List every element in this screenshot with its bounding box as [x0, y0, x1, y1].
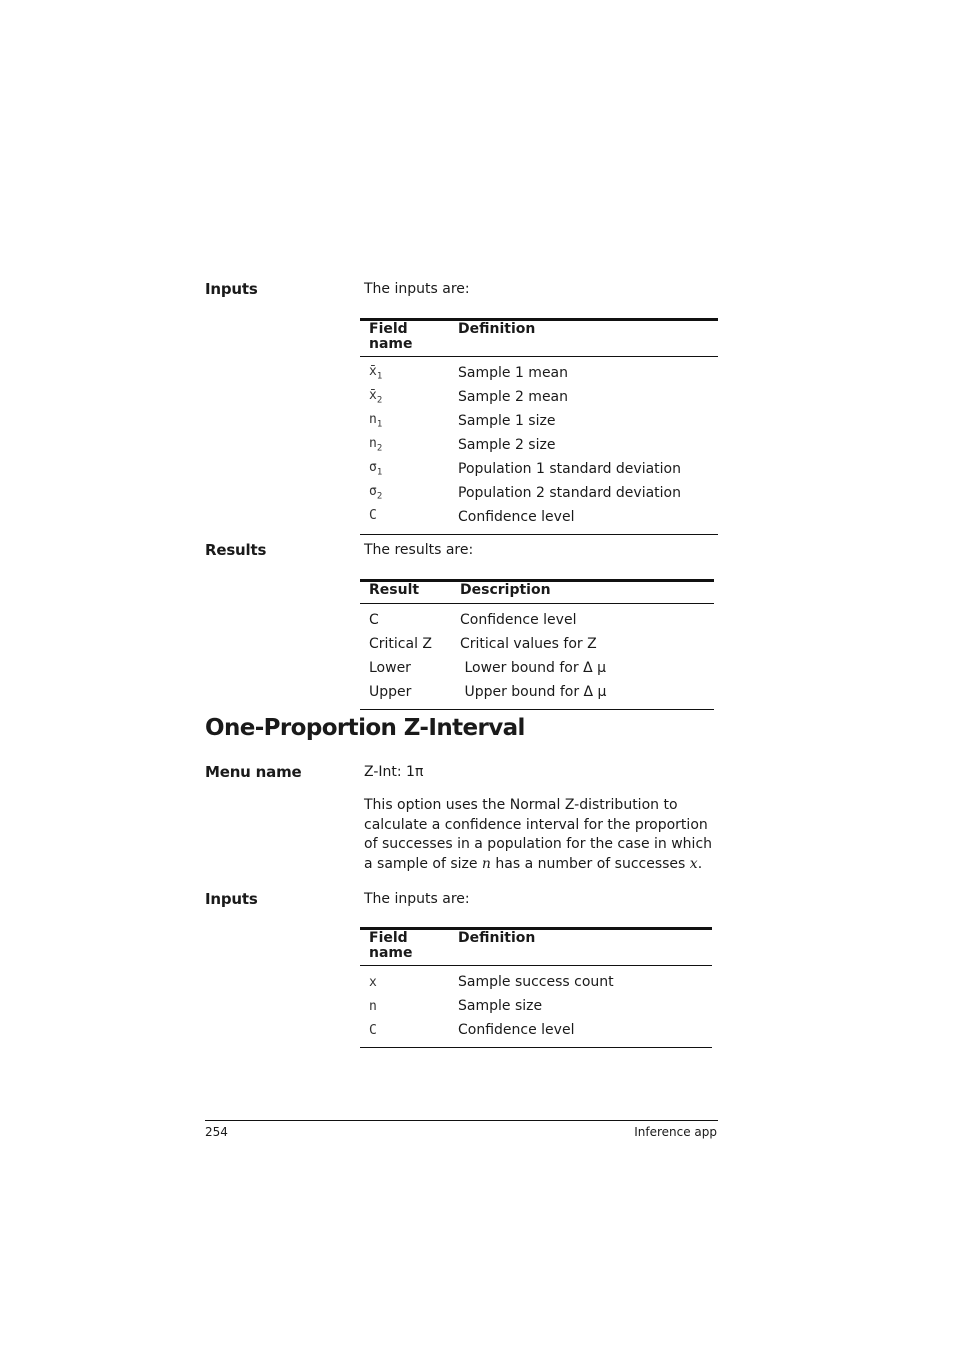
inputs-heading-2: Inputs: [205, 890, 258, 908]
table-row: [360, 481, 718, 505]
field-definition: Sample success count: [458, 974, 614, 990]
table-row: [360, 656, 714, 680]
inputs-intro-2: The inputs are:: [364, 891, 470, 907]
results-intro: The results are:: [364, 542, 474, 558]
page-number: 254: [205, 1125, 228, 1139]
menu-name-heading: Menu name: [205, 763, 302, 781]
result-description: Critical values for Z: [460, 636, 597, 652]
section-title: One-Proportion Z-Interval: [205, 715, 525, 741]
field-definition: Confidence level: [458, 509, 575, 525]
field-symbol: $\sigma_2$: [369, 484, 383, 502]
result-description: Confidence level: [460, 612, 577, 628]
var-n: n: [481, 855, 491, 872]
field-symbol: $n_2$: [369, 436, 383, 454]
result-name: Critical Z: [369, 636, 433, 652]
col-result: Result: [360, 581, 451, 604]
field-symbol: C: [369, 1022, 377, 1038]
result-description: Lower bound for Δ μ: [460, 660, 607, 676]
var-x: x: [689, 855, 698, 872]
field-symbol: x: [369, 974, 377, 990]
table-row: [360, 632, 714, 656]
field-symbol: $\sigma_1$: [369, 460, 383, 478]
menu-name-value: Z-Int: 1π: [364, 764, 424, 780]
field-definition: Population 2 standard deviation: [458, 485, 681, 501]
table-row: [360, 994, 712, 1018]
col-field-name: Field name: [360, 320, 449, 357]
result-name: Lower: [369, 660, 411, 676]
inputs-table: [360, 318, 718, 535]
col-definition: Definition: [449, 929, 712, 966]
col-field-name: Field name: [360, 929, 449, 966]
table-row: [360, 457, 718, 481]
field-symbol: n: [369, 998, 377, 1014]
field-definition: Sample 2 size: [458, 437, 556, 453]
table-row: [360, 433, 718, 457]
inputs-intro: The inputs are:: [364, 281, 470, 297]
result-name: Upper: [369, 684, 412, 700]
inputs-table-2: [360, 927, 712, 1048]
table-row: [360, 1018, 712, 1048]
field-definition: Sample size: [458, 998, 543, 1014]
footer-rule: [205, 1120, 718, 1121]
table-row: [360, 357, 718, 386]
field-definition: Sample 2 mean: [458, 389, 569, 405]
col-description: Description: [451, 581, 714, 604]
field-symbol: C: [369, 508, 377, 524]
field-definition: Sample 1 size: [458, 413, 556, 429]
field-symbol: $x̄_1$: [369, 364, 383, 382]
col-definition: Definition: [449, 320, 718, 357]
field-definition: Sample 1 mean: [458, 365, 569, 381]
chapter-title: Inference app: [634, 1125, 717, 1139]
field-definition: Population 1 standard deviation: [458, 461, 681, 477]
table-row: [360, 409, 718, 433]
table-row: [360, 680, 714, 710]
results-table: [360, 579, 714, 710]
description-paragraph: This option uses the Normal Z-distribution to calculate a confidence interval for the proportion of successes in a population for the case in which a sample of size n has a number of successes x.: [364, 797, 713, 872]
table-row: [360, 966, 712, 995]
table-row: [360, 385, 718, 409]
field-definition: Confidence level: [458, 1022, 575, 1038]
results-heading: Results: [205, 541, 267, 559]
field-symbol: $x̄_2$: [369, 388, 383, 406]
result-description: Upper bound for Δ μ: [460, 684, 607, 700]
inputs-heading: Inputs: [205, 280, 258, 298]
field-symbol: $n_1$: [369, 412, 383, 430]
result-name: C: [369, 612, 379, 628]
table-row: [360, 505, 718, 535]
table-row: [360, 604, 714, 633]
